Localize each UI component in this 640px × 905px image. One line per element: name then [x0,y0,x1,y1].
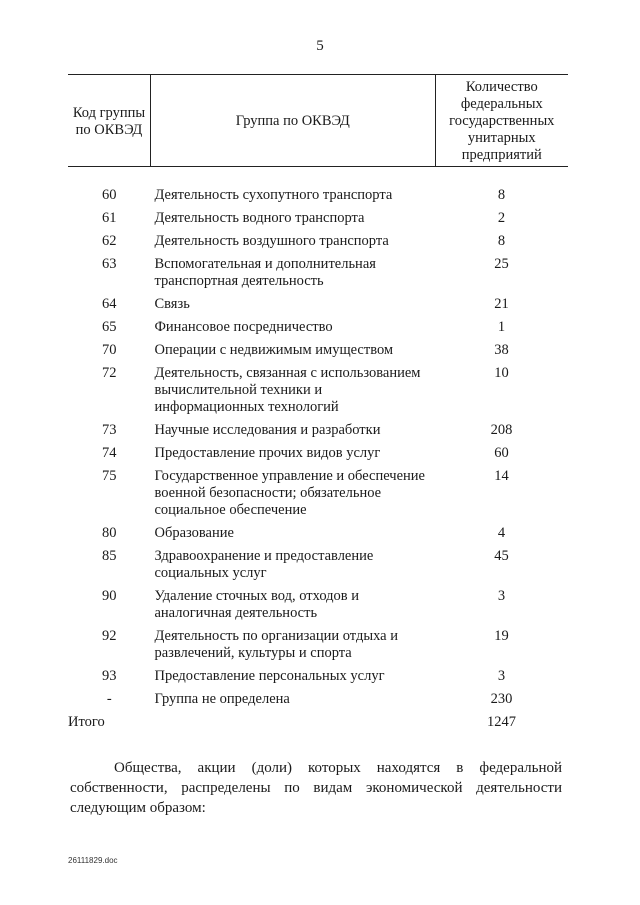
table-row [68,545,568,585]
table-row [68,362,568,419]
row-count: 21 [494,296,509,312]
row-code: 90 [101,588,117,604]
row-code: 75 [101,468,117,484]
row-name: Операции с недвижимым имуществом [154,342,394,358]
table-row [68,207,568,230]
table-row [68,339,568,362]
row-name: Научные исследования и разработки [154,422,381,438]
row-code: 93 [101,668,117,684]
row-name: Предоставление персональных услуг [154,668,385,684]
row-code: - [106,691,112,707]
row-name: Предоставление прочих видов услуг [154,445,381,461]
row-code: 74 [101,445,117,461]
row-name: Деятельность по организации отдыха и развлечений, культуры и спорта [154,628,398,661]
row-count: 3 [497,668,506,684]
table-body [68,167,568,735]
table-row [68,688,568,711]
row-count: 38 [494,342,509,358]
row-count: 230 [490,691,513,707]
total-row [68,711,568,734]
row-name: Финансовое посредничество [154,319,333,335]
row-code: 72 [101,365,117,381]
row-name: Здравоохранение и предоставление социальных услуг [154,548,374,581]
table-row [68,442,568,465]
row-count: 14 [494,468,509,484]
table-row [68,167,568,208]
row-count: 8 [497,233,506,249]
row-name: Группа не определена [154,691,290,707]
total-count: 1247 [487,714,517,730]
row-count: 8 [497,187,506,203]
table-row [68,293,568,316]
row-count: 1 [497,319,506,335]
total-label: Итого [68,714,105,730]
table-header [68,75,568,167]
row-code: 92 [101,628,117,644]
table-row [68,522,568,545]
header-row [68,75,568,167]
body-paragraph: Общества, акции (доли) которых находятся в федеральной собственности, распределены по видам экономической деятельности следующим образом: [70,760,562,816]
row-name: Деятельность водного транспорта [154,210,365,226]
okved-table-container [68,74,568,734]
row-count: 208 [490,422,513,438]
table-row [68,665,568,688]
row-code: 60 [101,187,117,203]
row-code: 64 [101,296,117,312]
row-code: 65 [101,319,117,335]
row-name: Образование [154,525,234,541]
table-row [68,230,568,253]
row-name: Вспомогательная и дополнительная транспортная деятельность [154,256,376,289]
table-row [68,585,568,625]
header-code: Код группы по ОКВЭД [68,75,150,167]
header-group: Группа по ОКВЭД [150,75,435,167]
row-name: Связь [154,296,190,312]
row-code: 85 [101,548,117,564]
row-count: 3 [497,588,506,604]
table-row [68,465,568,522]
table-row [68,253,568,293]
row-count: 10 [494,365,509,381]
footer-filename: 26111829.doc [68,856,118,865]
row-code: 73 [101,422,117,438]
row-count: 25 [494,256,509,272]
okved-table [68,74,568,734]
row-count: 4 [497,525,506,541]
row-code: 61 [101,210,117,226]
row-code: 62 [101,233,117,249]
row-name: Удаление сточных вод, отходов и аналогичная деятельность [154,588,360,621]
row-count: 60 [494,445,509,461]
row-name: Деятельность сухопутного транспорта [154,187,393,203]
row-name: Деятельность воздушного транспорта [154,233,389,249]
row-name: Деятельность, связанная с использованием вычислительной техники и информационных технологий [154,365,421,415]
table-row [68,316,568,339]
row-code: 70 [101,342,117,358]
row-code: 63 [101,256,117,272]
page-number: 5 [316,38,324,54]
total-empty [150,711,435,734]
row-name: Государственное управление и обеспечение военной безопасности; обязательное социальное обеспечение [154,468,425,518]
header-count: Количество федеральных государственных унитарных предприятий [435,75,568,167]
row-code: 80 [101,525,117,541]
row-count: 2 [497,210,506,226]
table-row [68,419,568,442]
row-count: 19 [494,628,509,644]
row-count: 45 [494,548,509,564]
table-row [68,625,568,665]
